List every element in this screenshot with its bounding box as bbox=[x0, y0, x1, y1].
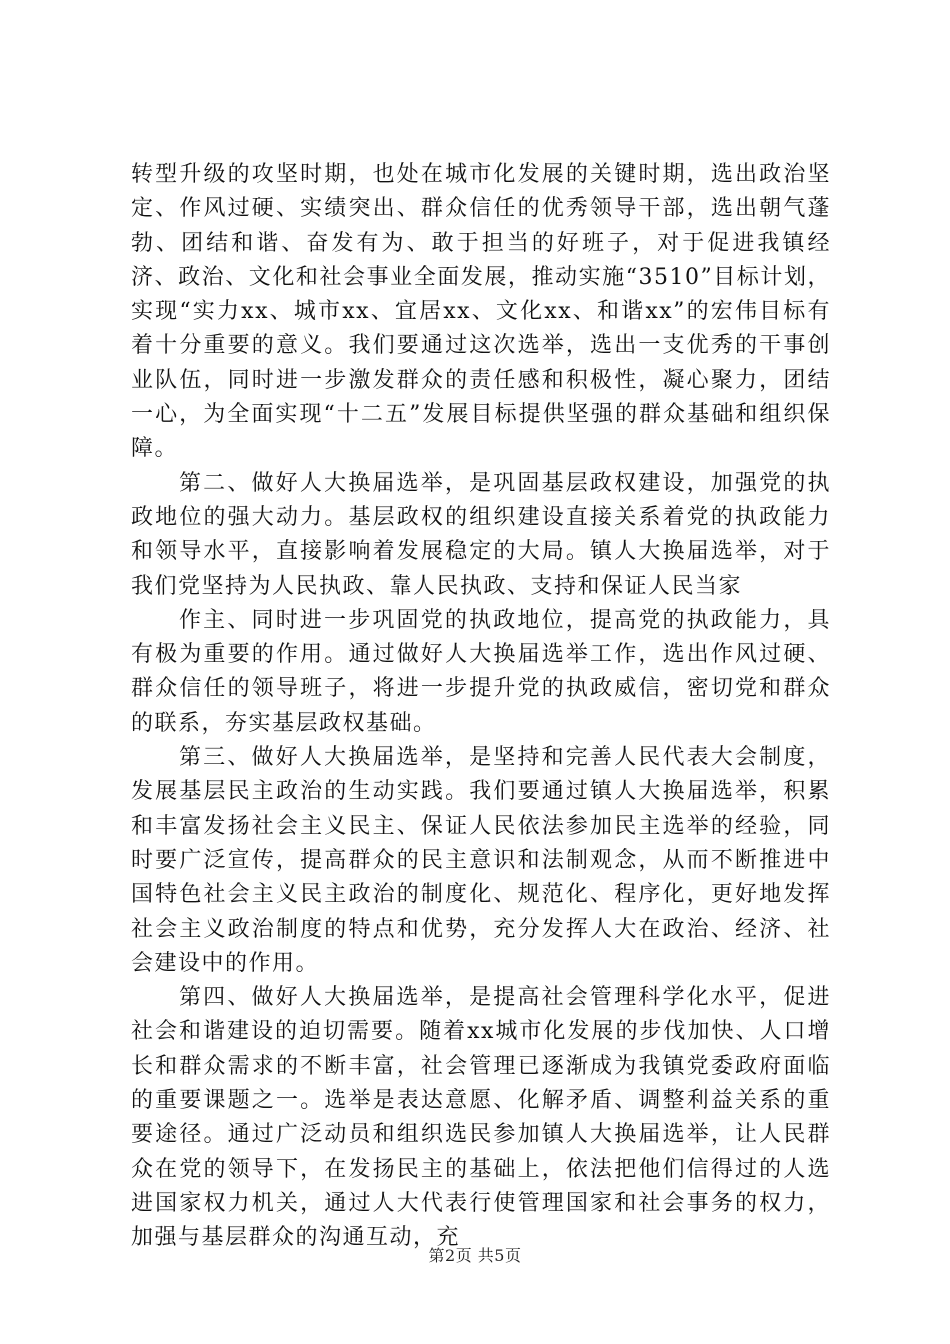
document-body bbox=[131, 158, 831, 1256]
paragraph: 第三、做好人大换届选举，是坚持和完善人民代表大会制度，发展基层民主政治的生动实践。我们要通过镇人大换届选举，积累和丰富发扬社会主义民主、保证人民依法参加民主选举的经验，同时要广泛宣传，提高群众的民主意识和法制观念，从而不断推进中国特色社会主义民主政治的制度化、规范化、程序化，更好地发挥社会主义政治制度的特点和优势，充分发挥人大在政治、经济、社会建设中的作用。 bbox=[131, 745, 831, 976]
paragraph: 作主、同时进一步巩固党的执政地位，提高党的执政能力，具有极为重要的作用。通过做好人大换届选举工作，选出作风过硬、群众信任的领导班子，将进一步提升党的执政威信，密切党和群众的联系，夯实基层政权基础。 bbox=[131, 607, 831, 736]
paragraph: 第二、做好人大换届选举，是巩固基层政权建设，加强党的执政地位的强大动力。基层政权的组织建设直接关系着党的执政能力和领导水平，直接影响着发展稳定的大局。镇人大换届选举，对于我们党坚持为人民执政、靠人民执政、支持和保证人民当家 bbox=[131, 470, 831, 599]
paragraph: 转型升级的攻坚时期，也处在城市化发展的关键时期，选出政治坚定、作风过硬、实绩突出、群众信任的优秀领导干部，选出朝气蓬勃、团结和谐、奋发有为、敢于担当的好班子，对于促进我镇经济、政治、文化和社会事业全面发展，推动实施“3510”目标计划，实现“实力xx、城市xx、宜居xx、文化xx、和谐xx”的宏伟目标有着十分重要的意义。我们要通过这次选举，选出一支优秀的干事创业队伍，同时进一步激发群众的责任感和积极性，凝心聚力，团结一心，为全面实现“十二五”发展目标提供坚强的群众基础和组织保障。 bbox=[131, 162, 831, 462]
paragraph: 第四、做好人大换届选举，是提高社会管理科学化水平，促进社会和谐建设的迫切需要。随着xx城市化发展的步伐加快、人口增长和群众需求的不断丰富，社会管理已逐渐成为我镇党委政府面临的重要课题之一。选举是表达意愿、化解矛盾、调整利益关系的重要途径。通过广泛动员和组织选民参加镇人大换届选举，让人民群众在党的领导下，在发扬民主的基础上，依法把他们信得过的人选进国家权力机关，通过人大代表行使管理国家和社会事务的权力，加强与基层群众的沟通互动，充 bbox=[131, 985, 831, 1251]
page-number-footer: 第2页 共5页 bbox=[428, 1246, 522, 1265]
